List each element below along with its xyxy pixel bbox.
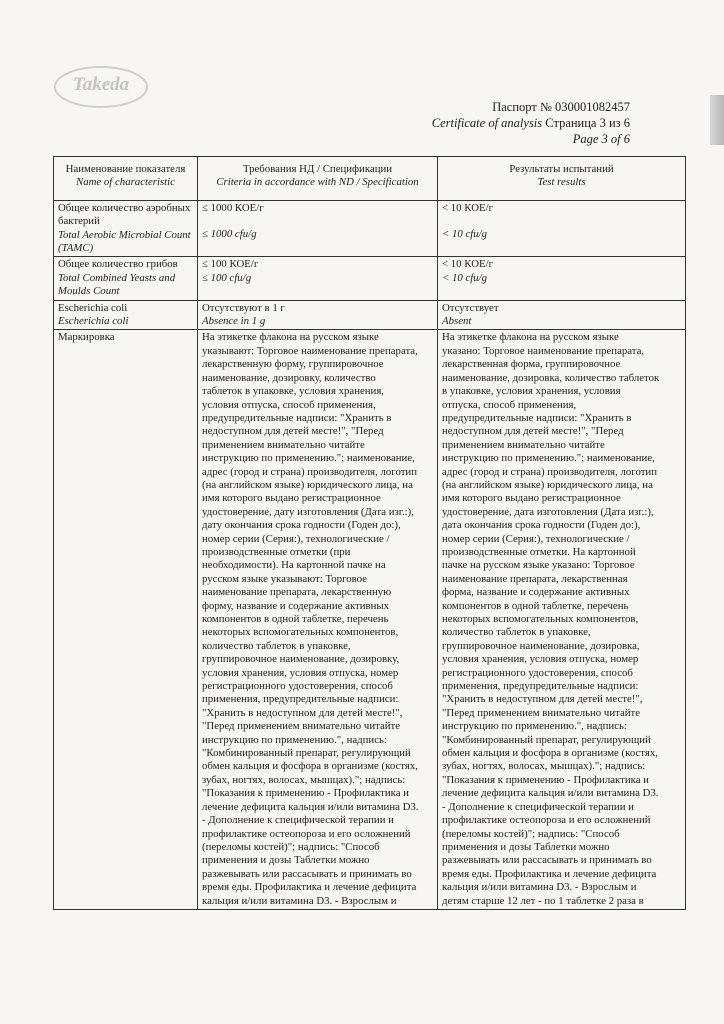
- characteristic-en: Total Combined Yeasts and Moulds Count: [58, 271, 176, 298]
- result-en: < 10 cfu/g: [442, 271, 488, 284]
- criteria-ru: ≤ 100 КОЕ/г: [202, 258, 259, 271]
- criteria-en: ≤ 100 cfu/g: [202, 271, 252, 284]
- certificate-header: [432, 99, 630, 147]
- column-header-en: Name of characteristic: [76, 176, 175, 189]
- criteria-cell: [198, 330, 438, 909]
- result-ru: < 10 КОЕ/г: [442, 201, 494, 214]
- page-ru: Страница 3 из 6: [545, 116, 630, 130]
- specification-table: [53, 156, 686, 910]
- column-header-en: Criteria in accordance with ND / Specification: [216, 176, 419, 189]
- certificate-title: [432, 115, 630, 131]
- column-header-ru: Наименование показателя: [65, 163, 186, 175]
- column-header-ru: Требования НД / Спецификации: [242, 163, 393, 175]
- column-header-en: Test results: [537, 176, 586, 189]
- criteria-cell: [198, 300, 438, 330]
- result-cell: [438, 200, 686, 257]
- logo-text: Takeda: [72, 74, 130, 95]
- table-row: [54, 300, 686, 330]
- result-cell: [438, 330, 686, 909]
- result-en: < 10 cfu/g: [442, 228, 488, 241]
- characteristic-cell: [54, 257, 198, 300]
- certificate-number: Паспорт № 030001082457: [492, 100, 630, 114]
- certificate-title-en: Certificate of analysis: [431, 116, 543, 130]
- characteristic-ru: Общее количество грибов: [58, 258, 178, 271]
- column-header-criteria: [198, 157, 438, 201]
- characteristic-ru: Общее количество аэробных бактерий: [58, 201, 191, 228]
- characteristic-en: Total Aerobic Microbial Count (TAMC): [58, 228, 191, 255]
- result-cell: [438, 300, 686, 330]
- characteristic-cell: [54, 330, 198, 909]
- criteria-en: ≤ 1000 cfu/g: [202, 228, 257, 241]
- criteria-en: Absence in 1 g: [202, 315, 266, 328]
- column-header-results: [438, 157, 686, 201]
- table-row-labeling: [54, 330, 686, 909]
- labeling-result-text: На этикетке флакона на русском языке указано: Торговое наименование препарата, лекарственная форма, группировочное наименование, дозировка, количество таблеток в упаковке, условия хранения, условия отпуска, способ применения, предупредительные надписи: "Хранить в недоступном для детей месте!", "Перед применением внимательно читайте инструкцию по применению."; наименование, адрес (город и страна) производителя, логотип (на английском языке) юридического лица, на имя которого выдано регистрационное удостоверение, дата изготовления (Дата изг.:), дата окончания срока годности (Годен до:), номер серии (Серия:), технологические / производственные отметки. На картонной пачке на русском языке указано: Торговое наименование препарата, лекарственная форма, название и содержание активных компонентов в одной таблетке, перечень некоторых вспомогательных компонентов, количество таблеток в упаковке, группировочное наименование, дозировка, условия хранения, условия отпуска, номер регистрационного удостоверения, способ применения, предупредительные надписи: "Хранить в недоступном для детей месте!", "Перед применением внимательно читайте инструкцию по применению.", надпись: "Комбинированный препарат, регулирующий обмен кальция и фосфора в организме (костях, зубах, ногтях, волосах, мышцах)."; надпись: "Показания к применению - Профилактика и лечение дефицита кальция и/или витамина D3. - Дополнение к специфической терапии и профилактике остеопороза и его осложнений (переломы костей)"; надпись: "Способ применения и дозы Таблетки можно разжевывать или рассасывать и принимать во время еды. Профилактика и лечение дефицита кальция и/или витамина D3. - Взрослым и детям старше 12 лет - по 1 таблетке 2 раза в: [442, 331, 660, 907]
- takeda-logo: [52, 64, 150, 110]
- characteristic-ru: Escherichia coli: [58, 301, 128, 314]
- result-ru: Отсутствует: [442, 301, 499, 314]
- result-ru: < 10 КОЕ/г: [442, 258, 494, 271]
- criteria-cell: [198, 257, 438, 300]
- result-en: Absent: [442, 315, 472, 328]
- table-header-row: [54, 157, 686, 201]
- criteria-ru: ≤ 1000 КОЕ/г: [202, 201, 264, 214]
- column-header-ru: Результаты испытаний: [509, 163, 614, 175]
- result-cell: [438, 257, 686, 300]
- criteria-ru: Отсутствуют в 1 г: [202, 301, 285, 314]
- page-en-line: [432, 131, 630, 147]
- table-row: [54, 257, 686, 300]
- characteristic-cell: [54, 200, 198, 257]
- column-header-characteristic: [54, 157, 198, 201]
- characteristic-en: Escherichia coli: [58, 315, 129, 328]
- table-row: [54, 200, 686, 257]
- page-en: Page 3 of 6: [572, 132, 630, 146]
- characteristic-cell: [54, 300, 198, 330]
- criteria-cell: [198, 200, 438, 257]
- characteristic-ru: Маркировка: [58, 331, 115, 344]
- labeling-criteria-text: На этикетке флакона на русском языке указывают: Торговое наименование препарата, лекарственную форму, группировочное наименование, дозировку, количество таблеток в упаковке, условия хранения, условия отпуска, способ применения, предупредительные надписи: "Хранить в недоступном для детей месте!", "Перед применением внимательно читайте инструкцию по применению."; наименование, адрес (город и страна) производителя, логотип (на английском языке) юридического лица, на имя которого выдано регистрационное удостоверение, дату изготовления (Дата изг.:), дату окончания срока годности (Годен до:), номер серии (Серия:), технологические / производственные отметки (при необходимости). На картонной пачке на русском языке указывают: Торговое наименование препарата, лекарственную форму, название и содержание активных компонентов в одной таблетке, перечень некоторых вспомогательных компонентов, количество таблеток в упаковке, группировочное наименование, дозировку, условия хранения, условия отпуска, номер регистрационного удостоверения, способ применения, предупредительные надписи: "Хранить в недоступном для детей месте!", "Перед применением внимательно читайте инструкцию по применению.", надпись: "Комбинированный препарат, регулирующий обмен кальция и фосфора в организме (костях, зубах, ногтях, волосах, мышцах)."; надпись: "Показания к применению - Профилактика и лечение дефицита кальция и/или витамина D3. - Дополнение к специфической терапии и профилактике остеопороза и его осложнений (переломы костей)"; надпись: "Способ применения и дозы Таблетки можно разжевывать или рассасывать и принимать во время еды. Профилактика и лечение дефицита кальция и/или витамина D3. - Взрослым и: [202, 331, 419, 907]
- scan-edge-shadow: [710, 95, 724, 145]
